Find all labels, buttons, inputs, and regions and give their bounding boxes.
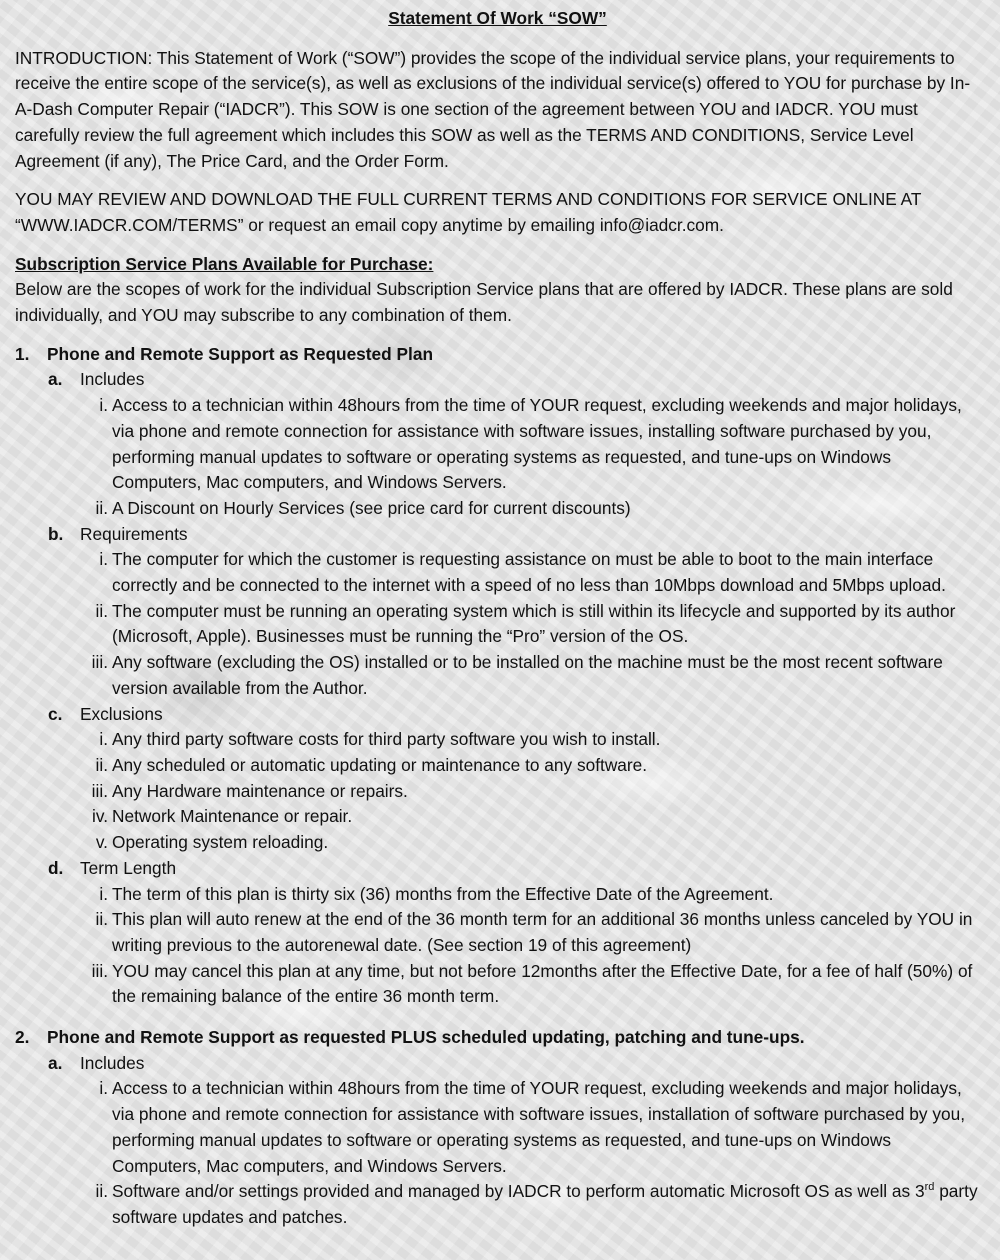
list-item-text: Network Maintenance or repair. bbox=[112, 806, 353, 827]
list-item-text: The term of this plan is thirty six (36) months from the Effective Date of the Agreement. bbox=[112, 883, 774, 904]
list-item-text: This plan will auto renew at the end of the 36 month term for an additional 36 months unless canceled by YOU in writing previous to the autorenewal date. (See section 19 of this agreement) bbox=[112, 909, 973, 955]
list-marker: iii. bbox=[91, 652, 108, 673]
list-item bbox=[15, 650, 980, 701]
list-item-text: The computer for which the customer is requesting assistance on must be able to boot to the main interface correctly and be connected to the internet with a speed of no less than 10Mbps download and 5Mbps upload. bbox=[112, 549, 946, 596]
list-item bbox=[15, 830, 980, 856]
plan-2 bbox=[15, 1025, 980, 1231]
superscript: rd bbox=[924, 1181, 935, 1194]
subscription-heading: Subscription Service Plans Available for Purchase: bbox=[15, 253, 434, 274]
list-item bbox=[15, 599, 980, 650]
list-marker: ii. bbox=[95, 754, 108, 775]
plan-2-title: Phone and Remote Support as requested PLUS scheduled updating, patching and tune-ups. bbox=[47, 1027, 805, 1048]
list-item bbox=[15, 547, 980, 598]
terms-notice-paragraph: YOU MAY REVIEW AND DOWNLOAD THE FULL CURRENT TERMS AND CONDITIONS FOR SERVICE ONLINE AT “WWW.IADCR.COM/TERMS” or request an email copy anytime by emailing info@iadcr.com. bbox=[15, 189, 922, 235]
list-item bbox=[15, 496, 980, 522]
list-marker: d. bbox=[48, 857, 64, 878]
list-item bbox=[15, 1179, 980, 1230]
plan-1 bbox=[15, 342, 980, 1010]
list-item-text: Any software (excluding the OS) installed or to be installed on the machine must be the most recent software version available from the Author. bbox=[112, 652, 943, 698]
subsection-label: Term Length bbox=[80, 857, 177, 878]
list-marker: ii. bbox=[95, 600, 108, 621]
list-item bbox=[15, 804, 980, 830]
plan-2-heading bbox=[15, 1025, 980, 1051]
list-marker: iv. bbox=[92, 806, 108, 827]
document-page bbox=[15, 6, 980, 1231]
list-marker: iii. bbox=[91, 780, 108, 801]
list-item-text: Operating system reloading. bbox=[112, 832, 329, 853]
list-item bbox=[15, 779, 980, 805]
list-marker: a. bbox=[48, 369, 63, 390]
plan-1-title: Phone and Remote Support as Requested Plan bbox=[47, 343, 434, 364]
list-marker: i. bbox=[99, 1078, 108, 1099]
list-marker: i. bbox=[99, 395, 108, 416]
subscription-description: Below are the scopes of work for the individual Subscription Service plans that are offered by IADCR. These plans are sold individually, and YOU may subscribe to any combination of them. bbox=[15, 279, 953, 326]
list-item bbox=[15, 727, 980, 753]
list-item bbox=[15, 882, 980, 908]
list-marker: i. bbox=[99, 549, 108, 570]
subsection-label: Requirements bbox=[80, 523, 188, 544]
list-item-text: Any scheduled or automatic updating or maintenance to any software. bbox=[112, 754, 648, 775]
subscription-section bbox=[15, 252, 980, 329]
list-marker: ii. bbox=[95, 1181, 108, 1202]
list-item bbox=[15, 753, 980, 779]
list-marker: i. bbox=[99, 729, 108, 750]
list-marker: v. bbox=[95, 832, 108, 853]
list-item-text: Any third party software costs for third party software you wish to install. bbox=[112, 729, 661, 750]
subsection-label: Exclusions bbox=[80, 703, 163, 724]
list-item-text bbox=[112, 1181, 978, 1227]
list-item bbox=[15, 907, 980, 958]
list-item bbox=[15, 393, 980, 496]
plan-1-exclusions-heading bbox=[15, 702, 980, 728]
list-item-text: The computer must be running an operating system which is still within its lifecycle and supported by its author (Microsoft, Apple). Businesses must be running the “Pro” version of the OS. bbox=[112, 600, 956, 647]
list-marker: ii. bbox=[95, 497, 108, 518]
plan-1-heading bbox=[15, 342, 980, 368]
introduction-paragraph: INTRODUCTION: This Statement of Work (“SOW”) provides the scope of the individual service plans, your requirements to receive the entire scope of the service(s), as well as exclusions of the individual service(s) offered to YOU for purchase by In-A-Dash Computer Repair (“IADCR”). This SOW is one section of the agreement between YOU and IADCR. YOU must carefully review the full agreement which includes this SOW as well as the TERMS AND CONDITIONS, Service Level Agreement (if any), The Price Card, and the Order Form. bbox=[15, 47, 971, 171]
list-item-text: YOU may cancel this plan at any time, but not before 12months after the Effective Date, for a fee of half (50%) of the remaining balance of the entire 36 month term. bbox=[112, 960, 973, 1007]
plan-1-term-heading bbox=[15, 856, 980, 882]
plan-1-includes-heading bbox=[15, 367, 980, 393]
plan-2-includes-heading bbox=[15, 1051, 980, 1077]
list-item-text: Any Hardware maintenance or repairs. bbox=[112, 780, 408, 801]
list-marker: b. bbox=[48, 523, 64, 544]
list-marker: iii. bbox=[91, 960, 108, 981]
subsection-label: Includes bbox=[80, 1052, 145, 1073]
plan-1-number: 1. bbox=[15, 343, 30, 364]
list-item bbox=[15, 1076, 980, 1179]
list-marker: c. bbox=[48, 703, 63, 724]
text-fragment: party software updates and patches. bbox=[112, 1181, 978, 1227]
list-marker: a. bbox=[48, 1052, 63, 1073]
list-item bbox=[15, 959, 980, 1010]
list-item-text: Access to a technician within 48hours from the time of YOUR request, excluding weekends and major holidays, via phone and remote connection for assistance with software issues, installing software purchased by you, performing manual updates to software or operating systems as requested, and tune-ups on Windows Computers, Mac computers, and Windows Servers. bbox=[112, 395, 962, 493]
list-item-text: Access to a technician within 48hours from the time of YOUR request, excluding weekends and major holidays, via phone and remote connection for assistance with software issues, installation of software purchased by you, performing manual updates to software or operating systems as requested, and tune-ups on Windows Computers, Mac computers, and Windows Servers. bbox=[112, 1078, 966, 1176]
text-fragment: Software and/or settings provided and managed by IADCR to perform automatic Microsoft OS as well as 3 bbox=[112, 1181, 925, 1202]
list-item-text: A Discount on Hourly Services (see price card for current discounts) bbox=[112, 497, 631, 518]
plan-1-requirements-heading bbox=[15, 522, 980, 548]
list-marker: ii. bbox=[95, 909, 108, 930]
plan-2-number: 2. bbox=[15, 1027, 30, 1048]
list-marker: i. bbox=[99, 883, 108, 904]
subsection-label: Includes bbox=[80, 369, 145, 390]
document-title: Statement Of Work “SOW” bbox=[388, 8, 607, 28]
